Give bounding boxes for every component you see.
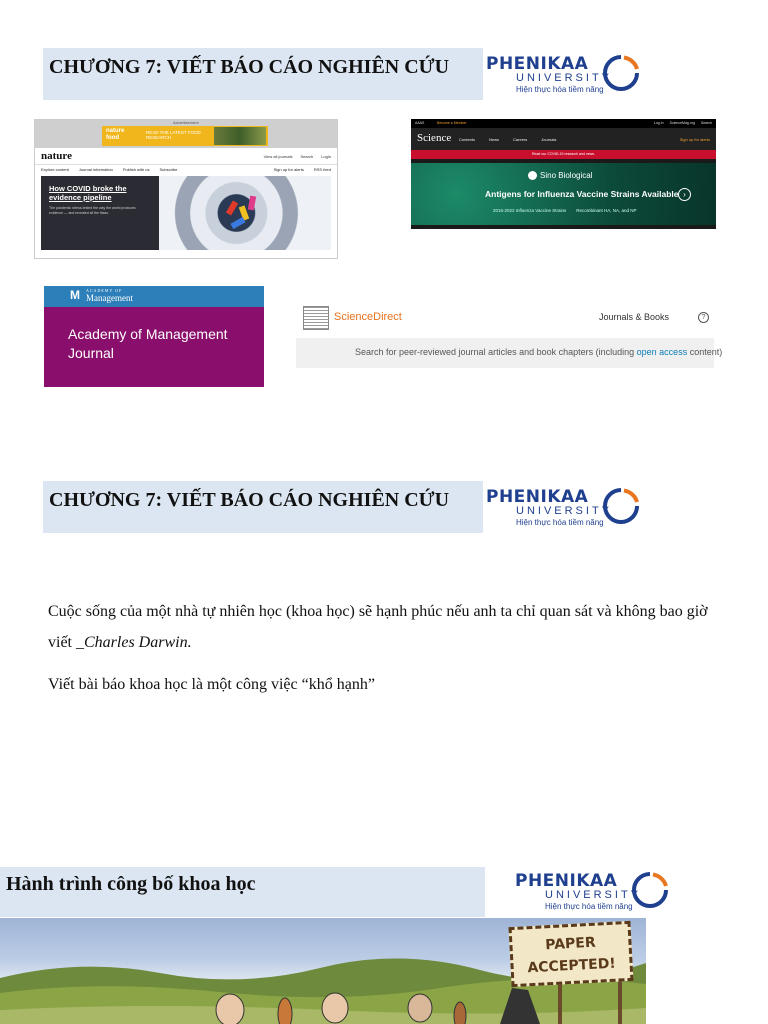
- aom-header: [44, 286, 264, 307]
- ad-item: 2015-2022 Influenza Vaccine Strains: [493, 208, 567, 213]
- ad-image: [214, 127, 266, 145]
- search-hint: [355, 347, 722, 357]
- quote-text: Cuộc sống của một nhà tự nhiên học (khoa học) sẽ hạnh phúc nếu anh ta chỉ quan sát và không bao giờ viết _: [48, 603, 708, 651]
- alerts-link[interactable]: Sign up for alerts: [679, 137, 710, 142]
- logo-tagline: Hiện thực hóa tiềm năng: [516, 518, 604, 527]
- ad-text: READ THE LATEST FOOD RESEARCH: [146, 130, 201, 140]
- ad-items: [493, 208, 637, 213]
- ad-brand-text: Sino Biological: [540, 171, 593, 180]
- logo-brand: PHENIKAA: [515, 871, 618, 891]
- login-link[interactable]: Log In: [653, 121, 664, 125]
- phenikaa-logo: [486, 487, 646, 537]
- nature-hero: [41, 176, 331, 250]
- alerts-link[interactable]: Sign up for alerts: [273, 167, 304, 172]
- phenikaa-logo: [486, 54, 646, 104]
- ad-label: Advertisement: [173, 120, 199, 125]
- science-header: [411, 128, 716, 150]
- nature-website-screenshot: [34, 119, 338, 259]
- logo-university: UNIVERSITY: [516, 505, 613, 517]
- sign-text: PAPER ACCEPTED!: [527, 934, 617, 977]
- science-nav: [459, 137, 556, 142]
- ad-item: Recombinant HA, NA, and NP: [576, 208, 637, 213]
- sino-logo-icon: [528, 171, 537, 180]
- search-bar[interactable]: [296, 338, 723, 368]
- logo-university: UNIVERSITY: [516, 72, 613, 84]
- search-hint-pre: Search for peer-reviewed journal articles and book chapters (including: [355, 347, 637, 357]
- logo-university: UNIVERSITY: [545, 889, 642, 901]
- sciencedirect-screenshot: [296, 304, 723, 368]
- arrow-circle-icon[interactable]: ›: [678, 188, 691, 201]
- science-website-screenshot: [411, 119, 716, 229]
- nature-food-ad[interactable]: [102, 126, 268, 146]
- search-link[interactable]: Search: [300, 154, 314, 159]
- aaas-label: AAAS: [415, 121, 425, 125]
- rss-link[interactable]: RSS feed: [313, 167, 331, 172]
- nav-careers[interactable]: Careers: [513, 137, 528, 142]
- darwin-quote: [48, 596, 728, 658]
- nav-contents[interactable]: Contents: [459, 137, 476, 142]
- cartoon-illustration: [0, 918, 646, 1024]
- sciencemag-link[interactable]: ScienceMag.org: [669, 121, 695, 125]
- search-hint-post: content): [687, 347, 723, 357]
- logo-brand: PHENIKAA: [486, 487, 589, 507]
- view-journals-link[interactable]: View all journals: [263, 154, 293, 159]
- hero-subtext: The pandemic stress-tested the way the world produces evidence — and revealed all the flaws.: [49, 206, 136, 215]
- ad-brand: nature food: [106, 128, 125, 141]
- open-access-link[interactable]: open access: [636, 347, 688, 357]
- phenikaa-logo: [515, 871, 675, 921]
- covid-banner[interactable]: [411, 150, 716, 159]
- nav-publish[interactable]: Publish with us: [122, 167, 150, 172]
- ad-brand: [528, 171, 592, 180]
- nav-journals[interactable]: Journals: [541, 137, 557, 142]
- help-icon-glyph: ?: [701, 314, 706, 321]
- journals-books-link[interactable]: Journals & Books: [599, 312, 670, 322]
- nav-journal-info[interactable]: Journal information: [78, 167, 113, 172]
- logo-brand: PHENIKAA: [486, 54, 589, 74]
- nav-subscribe[interactable]: Subscribe: [159, 167, 178, 172]
- login-link[interactable]: Login: [321, 154, 331, 159]
- nature-logo[interactable]: nature: [41, 150, 72, 162]
- ad-headline: Antigens for Influenza Vaccine Strains Available: [485, 189, 679, 199]
- logo-ring-icon: [631, 871, 669, 909]
- sciencedirect-logo[interactable]: ScienceDirect: [334, 311, 402, 323]
- nature-top-links: [264, 154, 331, 159]
- chapter-title: CHƯƠNG 7: VIẾT BÁO CÁO NGHIÊN CỨU: [49, 489, 450, 511]
- search-link[interactable]: Search: [700, 121, 712, 125]
- science-top-right: [654, 121, 712, 125]
- aom-header-big: Management: [86, 293, 133, 303]
- aom-journal-card: [44, 286, 264, 387]
- aom-header-small: ACADEMY OF: [86, 288, 123, 293]
- logo-ring-icon: [602, 54, 640, 92]
- hero-headline[interactable]: How COVID broke the evidence pipeline: [49, 184, 127, 202]
- become-member-link[interactable]: Become a Member: [437, 121, 467, 125]
- science-topbar: [411, 119, 716, 128]
- logo-ring-icon: [602, 487, 640, 525]
- aom-title-line1: Academy of Management: [68, 326, 228, 342]
- paper-accepted-sign: [509, 921, 634, 987]
- chapter-title: CHƯƠNG 7: VIẾT BÁO CÁO NGHIÊN CỨU: [49, 56, 450, 78]
- elsevier-logo-icon: [303, 306, 329, 330]
- nav-news[interactable]: News: [489, 137, 500, 142]
- covid-banner-text: Read our COVID-19 research and news.: [531, 152, 596, 156]
- slide-title: Hành trình công bố khoa học: [6, 873, 256, 895]
- logo-tagline: Hiện thực hóa tiềm năng: [545, 902, 633, 911]
- sino-biological-ad[interactable]: [411, 163, 716, 225]
- nature-nav: [41, 167, 177, 172]
- science-logo[interactable]: Science: [417, 132, 452, 144]
- aom-logo-icon: M: [70, 288, 80, 302]
- help-icon[interactable]: [698, 312, 709, 323]
- nature-nav-right: [274, 167, 331, 172]
- logo-tagline: Hiện thực hóa tiềm năng: [516, 85, 604, 94]
- hero-image: [159, 176, 331, 250]
- aom-title-line2: Journal: [68, 345, 114, 361]
- nav-explore[interactable]: Explore content: [41, 167, 69, 172]
- quote-author: Charles Darwin.: [84, 634, 192, 651]
- writing-statement: Viết bài báo khoa học là một công việc “khổ hạnh”: [48, 676, 375, 693]
